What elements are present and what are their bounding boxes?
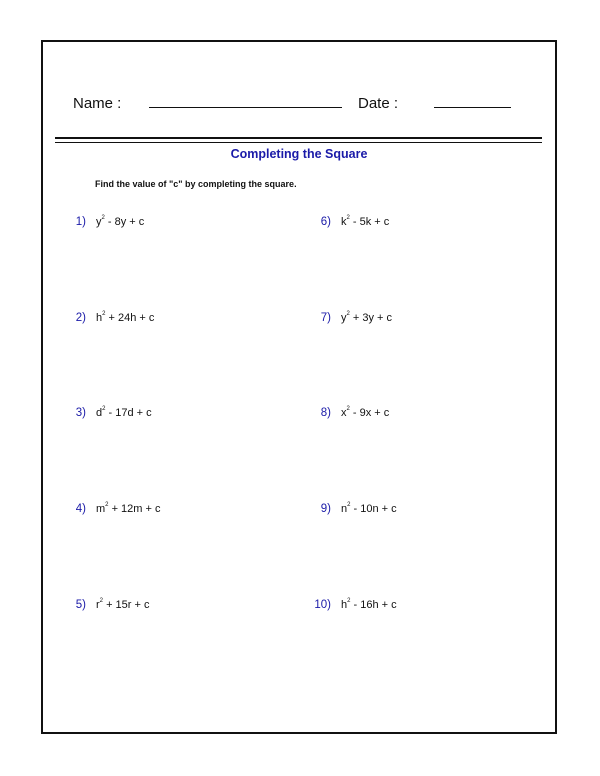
problem-expression: $r^2 + 15r + c$ xyxy=(96,598,150,611)
name-field-line[interactable] xyxy=(149,107,342,108)
problem-expression: $d^2 - 17d + c$ xyxy=(96,406,152,419)
problem-number: 7) xyxy=(320,312,331,324)
header-divider xyxy=(55,137,542,143)
problem-expression: $k^2 - 5k + c$ xyxy=(341,215,390,228)
problem-number: 4) xyxy=(75,503,86,515)
problem-number: 1) xyxy=(75,216,86,228)
problem-number: 6) xyxy=(320,216,331,228)
problem-expression: $y^2 + 3y + c$ xyxy=(341,311,393,324)
name-label: Name : xyxy=(73,95,122,112)
instruction-text: Find the value of "c" by completing the square. xyxy=(95,179,297,189)
worksheet-title: Completing the Square xyxy=(230,147,368,161)
date-field-line[interactable] xyxy=(434,107,511,108)
worksheet-page xyxy=(41,40,557,734)
problem-number: 8) xyxy=(320,407,331,419)
problem-expression: $m^2 + 12m + c$ xyxy=(96,502,161,515)
problem-expression: $h^2 - 16h + c$ xyxy=(341,598,397,611)
problem-number: 5) xyxy=(75,599,86,611)
problem-expression: $y^2 - 8y + c$ xyxy=(96,215,145,228)
problem-expression: $n^2 - 10n + c$ xyxy=(341,502,397,515)
problem-number: 2) xyxy=(75,312,86,324)
problem-expression: $x^2 - 9x + c$ xyxy=(341,406,390,419)
problem-number: 9) xyxy=(320,503,331,515)
problem-number: 10) xyxy=(314,599,331,611)
date-label: Date : xyxy=(358,95,399,112)
problem-expression: $h^2 + 24h + c$ xyxy=(96,311,155,324)
problem-number: 3) xyxy=(75,407,86,419)
